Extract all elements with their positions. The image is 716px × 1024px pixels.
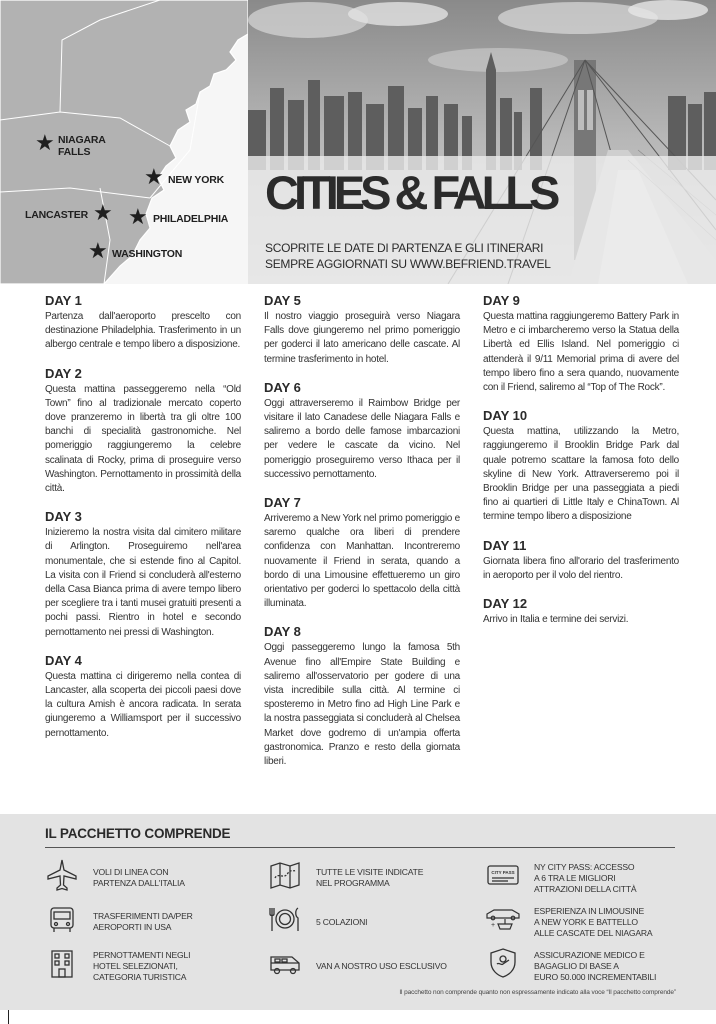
day-description: Questa mattina ci dirigeremo nella contea di Lancaster, alla scoperta dei piccoli paesi dove la cultura Amish è ancora radicata. In serata giungeremo a Williamsport per il successivo pernottamento. [45,670,241,739]
subtitle-line-2: SEMPRE AGGIORNATI SU WWW.BEFRIEND.TRAVEL [265,257,551,271]
day-title: DAY 2 [45,365,82,381]
package-item-text: PERNOTTAMENTI NEGLI HOTEL SELEZIONATI, CATEGORIA TURISTICA [93,949,191,982]
star-icon: ★ [93,200,113,225]
day-title: DAY 9 [483,293,520,308]
day-description: Questa mattina passeggeremo nella “Old Town” fino al tradizionale mercato coperto dove pranzeremo in libertà tra gli oltre 100 banchi di specialità gastronomiche. Nel pomeriggio raggiungeremo la celebre scalinata di Rocky, prima di proseguire verso Washington. Pernottamento in prossimità della città. [45,383,241,495]
day-title: DAY 12 [483,596,528,612]
day-description: Partenza dall'aeroporto prescelto con destinazione Philadelphia. Trasferimento in un albergo centrale e tempo libero a disposizione. [45,311,241,351]
package-title: IL PACCHETTO COMPRENDE [45,826,231,841]
bus-icon [45,902,79,936]
hotel-icon [45,946,79,980]
city-label-niagara: NIAGARA FALLS [58,134,106,158]
day-description: Arrivo in Italia e termine dei servizi. [483,614,629,626]
star-icon: ★ [128,204,148,229]
day-block [483,408,679,524]
plate-cutlery-icon [268,902,302,936]
hero-banner [0,0,716,284]
package-item [486,902,696,942]
package-section [0,814,716,1010]
city-label-philadelphia: PHILADELPHIA [153,213,229,225]
day-description: Oggi passeggeremo lungo la famosa 5th Avenue fino all'Empire State Building e saliremo all'osservatorio per godere di una vista incredibile sulla città. Al termine ci sposteremo in Metro fino ad High Line Park e la nostra passeggiata si concluderà al Chelsea Market dove godremo di un'ampia offerta gastronomica. Pranzo e resto della giornata liberi. [264,642,460,768]
package-item [268,858,478,898]
city-label-lancaster: LANCASTER [25,209,88,221]
van-icon [268,946,302,980]
package-item-text: ASSICURAZIONE MEDICO E BAGAGLIO DI BASE A EURO 50.000 INCREMENTABILI [534,949,657,982]
day-block [45,509,241,640]
day-block [264,624,460,769]
package-item [268,902,478,942]
itinerary-column-2 [264,293,460,782]
package-item [486,858,696,898]
day-description: Giornata libera fino all'orario del trasferimento in aeroporto per il volo del rientro. [483,555,679,581]
svg-text:+: + [491,922,496,929]
day-description: Questa mattina, utilizzando la Metro, raggiungeremo il Brooklin Bridge Park dal quale potremo scattare la famosa foto dello skyline di New York. Attraverseremo poi il Brooklin Bridge per una passeggiata a piedi fino ai quartieri di Little Italy e ChinaTown. Al termine tempo libero a disposizione [483,426,679,523]
day-title: DAY 7 [264,495,301,511]
day-description: Arriveremo a New York nel primo pomeriggio e saremo qualche ora liberi di prendere confidenza con Manhattan. Incontreremo nuovamente il Friend in serata, quando a bordo di una Limousine effettueremo un giro orientativo per goderci lo spettacolo della città illuminata. [264,513,460,610]
package-item-text: 5 COLAZIONI [316,916,368,927]
crop-mark [8,1010,9,1024]
package-item-text: TRASFERIMENTI DA/PER AEROPORTI IN USA [93,911,193,932]
package-item [45,902,255,942]
day-block [264,380,460,482]
limousine-boat-icon [486,902,520,936]
package-item-text: TUTTE LE VISITE INDICATE NEL PROGRAMMA [316,867,424,888]
itinerary-column-3 [483,293,679,640]
day-title: DAY 8 [264,624,301,640]
day-title: DAY 11 [483,537,527,553]
map-icon [268,858,302,892]
day-title: DAY 10 [483,408,528,424]
usa-east-map [0,0,248,284]
day-block [483,538,679,583]
divider [45,847,675,848]
city-label-new-york: NEW YORK [168,174,224,186]
package-item [45,946,255,986]
day-title: DAY 1 [45,293,82,308]
star-icon: ★ [144,164,164,189]
day-title: DAY 3 [45,509,82,525]
day-title: DAY 4 [45,652,82,668]
insurance-shield-icon [486,946,520,980]
day-block [264,495,460,611]
package-item-text: ESPERIENZA IN LIMOUSINE A NEW YORK E BATTELLO ALLE CASCATE DEL NIAGARA [534,905,653,938]
itinerary-column-1 [45,293,241,754]
package-item [268,946,478,986]
package-item-text: VOLI DI LINEA CON PARTENZA DALL'ITALIA [93,867,185,888]
star-icon: ★ [35,130,55,155]
day-title: DAY 6 [264,379,301,395]
day-description: Oggi attraverseremo il Raimbow Bridge per visitare il lato Canadese delle Niagara Falls e saliremo a bordo delle famose imbarcazioni per vedere le cascate da vicino. Nel pomeriggio proseguiremo verso Ithaca per il successivo pernottamento. [264,397,460,480]
day-description: Inizieremo la nostra visita dal cimitero militare di Arlington. Proseguiremo nell'area monumentale, che si estende fino al Capitol. La visita con il Friend si concluderà all'esterno della Casa Bianca prima di avere tempo libero per scegliere tra i tanti musei gratuiti presenti a pochi passi. Rientro in hotel e secondo pernottamento nei pressi di Washington. [45,527,241,638]
page-title: CITIES & FALLS [265,166,556,219]
day-block [483,596,679,627]
package-exclusion-note: Il pacchetto non comprende quanto non espressamente indicato alla voce “Il pacchetto comprende” [399,989,676,996]
package-item-text: VAN A NOSTRO USO ESCLUSIVO [316,960,447,971]
day-block [45,653,241,741]
day-description: Questa mattina raggiungeremo Battery Park in Metro e ci imbarcheremo verso la Statua della Libertà ed Ellis Island. Nel pomeriggio ci attenderà il 9/11 Memorial prima di avere del tempo libero fino a sera quando, nuovamente con il Friend, saliremo al “Top of The Rock”. [483,311,679,394]
day-block [264,293,460,367]
star-icon: ★ [88,238,108,263]
city-label-washington: WASHINGTON [112,248,183,260]
day-block [45,293,241,353]
day-block [483,293,679,395]
airplane-icon [45,858,79,892]
day-title: DAY 5 [264,293,301,308]
package-item-text: NY CITY PASS: ACCESSO A 6 TRA LE MIGLIORI ATTRAZIONI DELLA CITTÀ [534,861,637,894]
day-description: Il nostro viaggio proseguirà verso Niagara Falls dove giungeremo nel primo pomeriggio per goderci il lato americano delle cascate. Al termine trasferimento in hotel. [264,311,460,365]
city-pass-icon [486,858,520,892]
package-item [45,858,255,898]
city-pass-icon-label: CITY PASS [491,870,515,875]
day-block [45,366,241,497]
subtitle-line-1: SCOPRITE LE DATE DI PARTENZA E GLI ITINERARI [265,241,544,255]
package-item [486,946,696,986]
